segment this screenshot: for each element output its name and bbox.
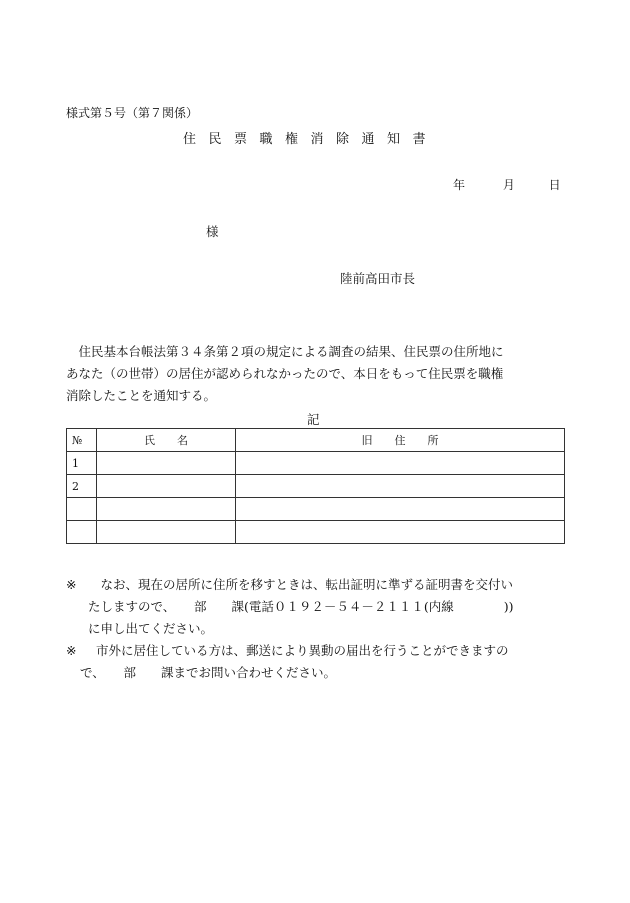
date-month: 月: [502, 178, 515, 192]
cell-name: [97, 452, 236, 475]
table-row: [67, 452, 565, 475]
note-line: で、 部 課までお問い合わせください。: [80, 665, 337, 680]
cell-no: [67, 498, 97, 521]
notes-section: [66, 574, 514, 684]
header-address: 旧 住 所: [236, 429, 565, 452]
body-line: 消除したことを通知する。: [66, 388, 217, 403]
form-number: 様式第５号（第７関係）: [66, 106, 199, 120]
cell-no: 1: [67, 452, 97, 475]
note-1: [66, 574, 514, 596]
note-line: に申し出てください。: [88, 621, 214, 636]
cell-address: [236, 498, 565, 521]
note-line: たしますので、 部 課(電話０１９２－５４－２１１１(内線 )): [88, 599, 514, 614]
header-name: 氏 名: [97, 429, 236, 452]
notice-body: [66, 341, 564, 407]
cell-no: 2: [67, 475, 97, 498]
table-row: [67, 521, 565, 544]
date-line: [453, 176, 561, 193]
note-mark: ※: [66, 643, 77, 658]
cell-name: [97, 475, 236, 498]
date-year: 年: [453, 178, 466, 192]
header-no: №: [67, 429, 97, 452]
table-header-row: [67, 429, 565, 452]
issuer-name: 陸前高田市長: [340, 271, 416, 286]
cell-address: [236, 452, 565, 475]
table-row: [67, 475, 565, 498]
body-line: あなた（の世帯）の居住が認められなかったので、本日をもって住民票を職権: [66, 366, 504, 381]
document-title: 住民票職権消除通知書: [183, 132, 439, 147]
body-line: 住民基本台帳法第３４条第２項の規定による調査の結果、住民票の住所地に: [66, 344, 504, 359]
cell-name: [97, 521, 236, 544]
resident-table: [66, 428, 565, 544]
date-day: 日: [548, 178, 561, 192]
addressee-suffix: 様: [206, 224, 219, 239]
note-mark: ※: [66, 577, 77, 592]
cell-address: [236, 521, 565, 544]
cell-address: [236, 475, 565, 498]
record-heading: 記: [307, 412, 320, 427]
note-line: なお、現在の居所に住所を移すときは、転出証明に準ずる証明書を交付い: [88, 577, 514, 592]
note-line: 市外に居住している方は、郵送により異動の届出を行うことができますの: [96, 643, 509, 658]
cell-name: [97, 498, 236, 521]
cell-no: [67, 521, 97, 544]
note-2: [66, 640, 514, 662]
table-row: [67, 498, 565, 521]
